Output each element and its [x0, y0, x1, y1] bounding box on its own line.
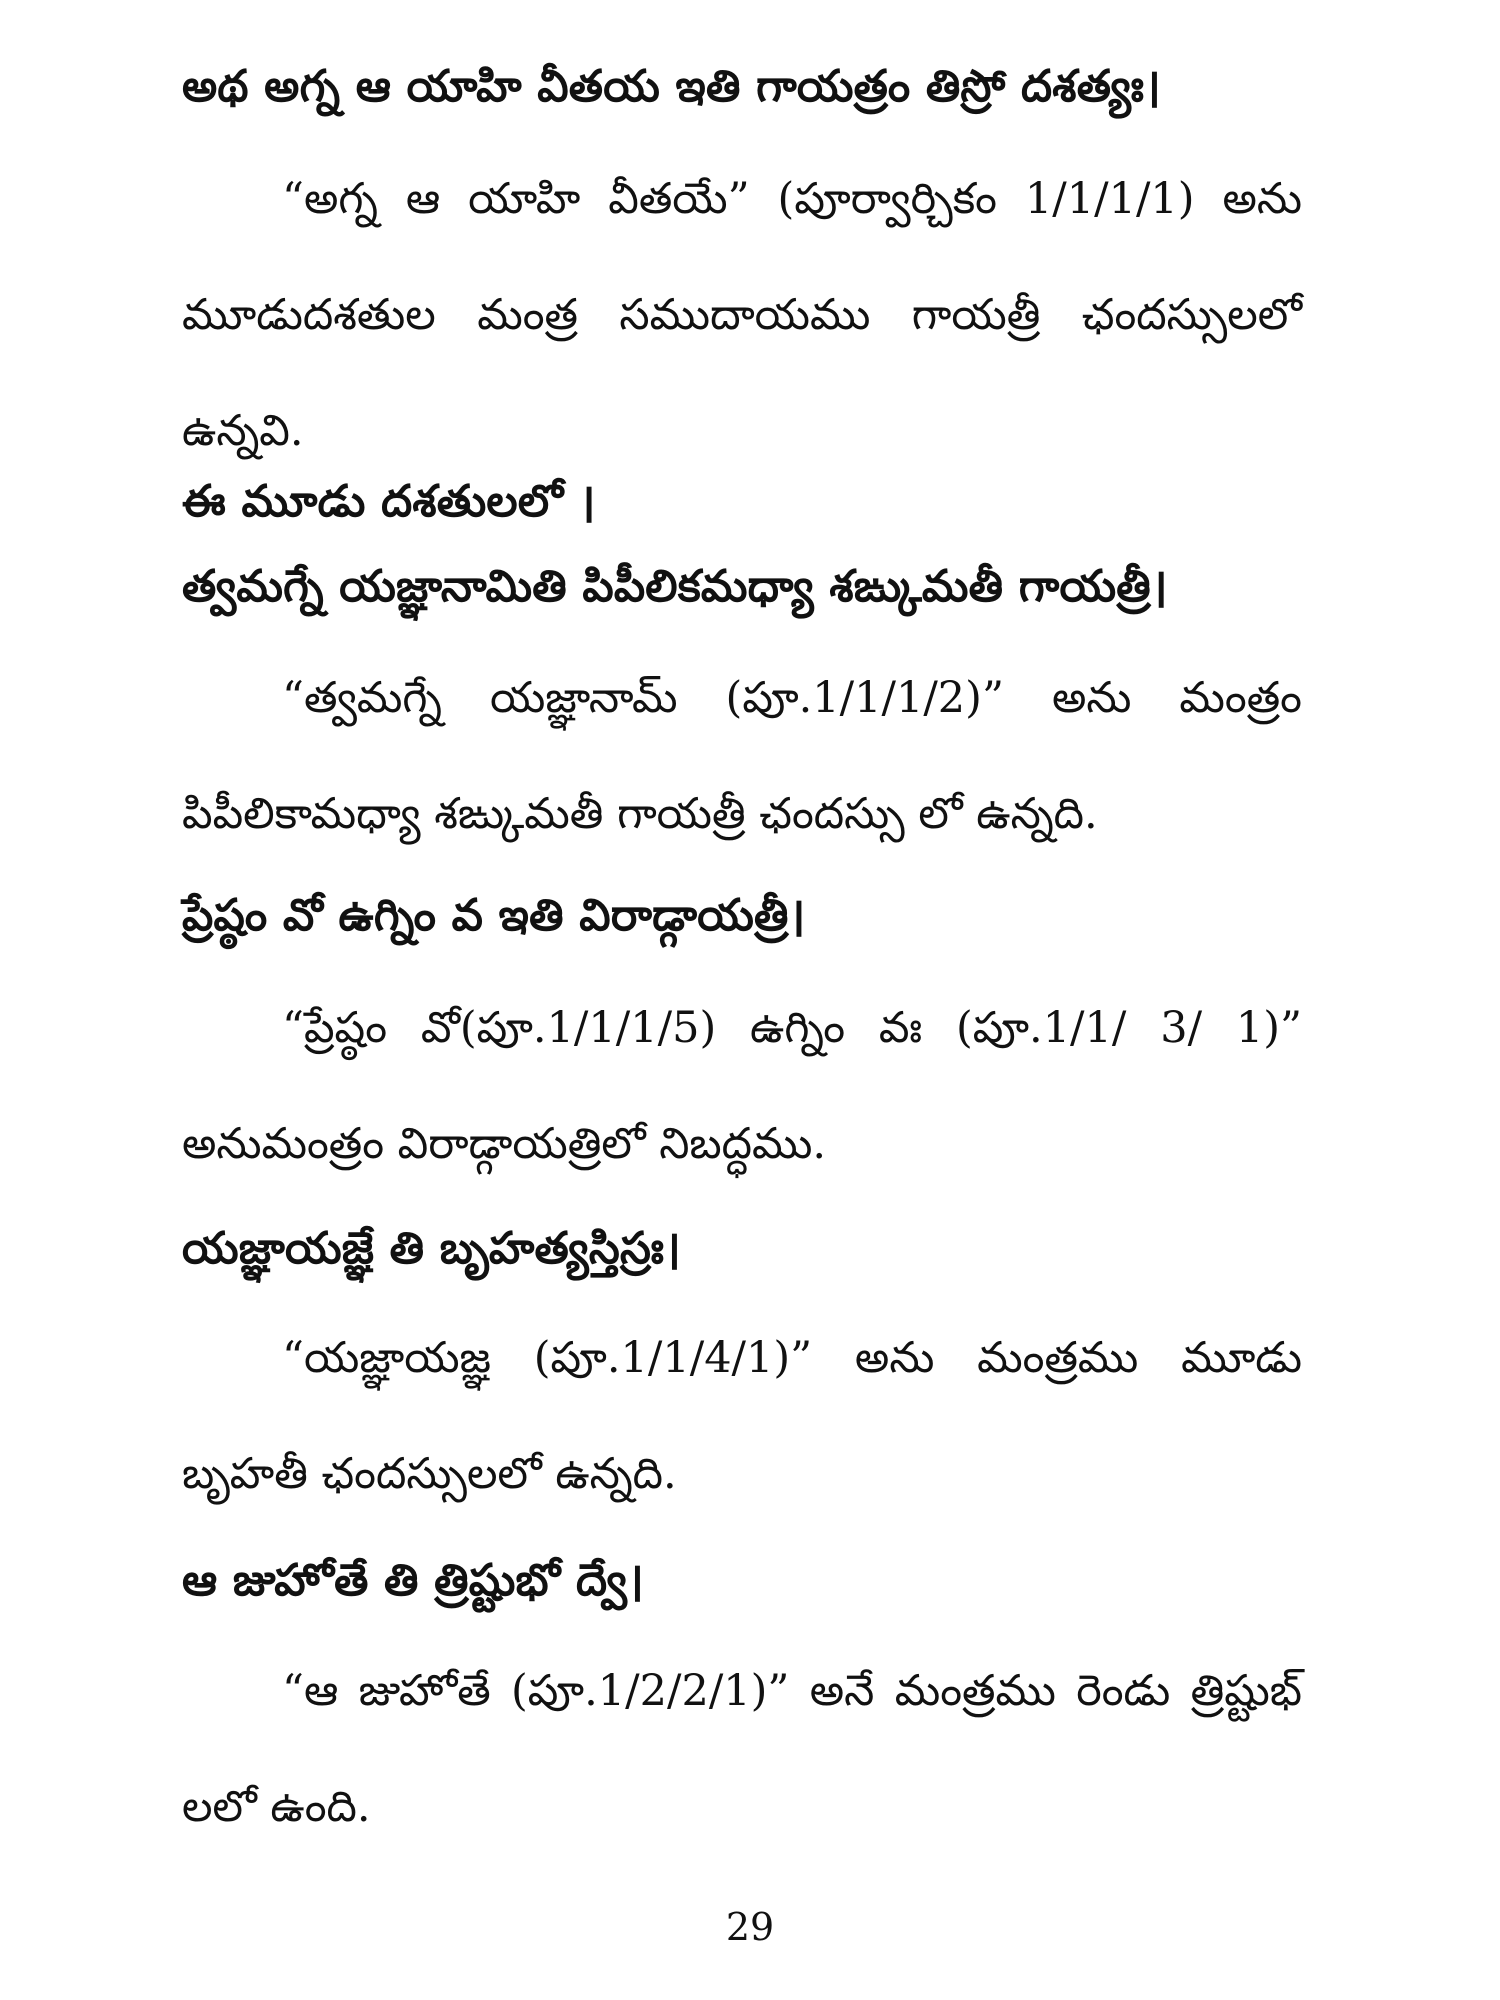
heading-tvamagne: త్వమగ్నే యజ్ఞానామితి పిపీలికమధ్యా శఙ్కుమతీ గాయత్రీ। [182, 561, 1168, 612]
paragraph-preshtham: “ప్రేష్ఠం వో(పూ.1/1/1/5) ఉగ్నిం వః (పూ.1/1/ 3/ 1)” అనుమంత్రం విరాడ్గాయత్రిలో నిబద్ధము. [182, 1003, 1302, 1169]
paragraph-agna-aa-yahi: “అగ్న ఆ యాహి వీతయే” (పూర్వార్చికం 1/1/1/1) అను మూడుదశతుల మంత్ర సముదాయము గాయత్రీ ఛందస్సులలో ఉన్నవి. [182, 174, 1302, 456]
heading-three-dashatis: ఈ మూడు దశతులలో । [182, 476, 596, 527]
heading-yajnayajna: యజ్ఞాయజ్ఞే తి బృహత్యస్తిస్రః। [182, 1223, 681, 1274]
heading-gayatri-dashati: అథ అగ్న ఆ యాహి వీతయ ఇతి గాయత్రం తిస్రో దశత్యః। [182, 61, 1161, 112]
paragraph-yajnayajna: “యజ్ఞాయజ్ఞ (పూ.1/1/4/1)” అను మంత్రము మూడు బృహతీ ఛందస్సులలో ఉన్నది. [182, 1333, 1302, 1499]
heading-preshtham: ప్రేష్ఠం వో ఉగ్నిం వ ఇతి విరాడ్గాయత్రీ। [182, 890, 806, 941]
paragraph-tvamagne: “త్వమగ్నే యజ్ఞానామ్ (పూ.1/1/1/2)” అను మంత్రం పిపీలికామధ్యా శఙ్కుమతీ గాయత్రీ ఛందస్సు లో ఉన్నది. [182, 673, 1302, 839]
paragraph-aa-juhote: “ఆ జుహోతే (పూ.1/2/2/1)” అనే మంత్రము రెండు త్రిష్టుభ్ లలో ఉంది. [182, 1666, 1302, 1832]
heading-aa-juhote: ఆ జుహోతే తి త్రిష్టుభో ద్వే। [182, 1555, 644, 1606]
page-number: 29 [725, 1905, 775, 1949]
